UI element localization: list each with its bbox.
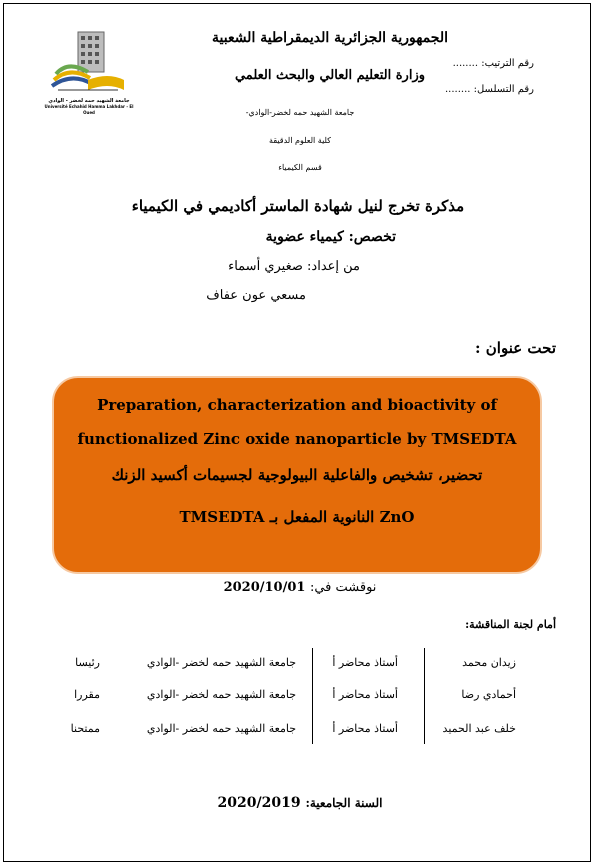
department-name: قسم الكيمياء [278, 163, 322, 172]
defense-date: 2020/10/01 [223, 580, 306, 595]
serial-number: رقم التسلسل: ........ [445, 84, 534, 95]
university-logo [48, 28, 128, 108]
defense-date-line [200, 580, 400, 595]
title-en-line-1: Preparation, characterization and bioactivity of [97, 396, 497, 414]
academic-year-line [180, 795, 420, 811]
logo-caption: جامعة الشهيد حمه لخضر - الوادي Université Echahid Hamma Lakhdar - El Oued [44, 98, 134, 115]
column-divider [312, 648, 313, 744]
title-en-line-2: functionalized Zinc oxide nanoparticle by TMSEDTA [77, 430, 517, 448]
member-institution: جامعة الشهيد حمه لخضر -الوادي [146, 722, 296, 735]
faculty-name: كلية العلوم الدقيقة [269, 136, 331, 145]
university-name: جامعة الشهيد حمه لخضر-الوادي- [245, 108, 355, 117]
author-2: مسعي عون عفاف [206, 288, 306, 303]
thesis-type: مذكرة تخرج لنيل شهادة الماستر أكاديمي في الكيمياء [131, 197, 465, 215]
specialty: تخصص: كيمياء عضوية [265, 229, 396, 245]
member-name: زيدان محمد [462, 656, 516, 669]
republic-name: الجمهورية الجزائرية الديمقراطية الشعبية [211, 30, 448, 46]
member-institution: جامعة الشهيد حمه لخضر -الوادي [146, 656, 296, 669]
title-box [52, 376, 542, 574]
title-label: تحت عنوان : [475, 339, 556, 357]
title-ar-line-2: ZnO النانوية المفعل بـ TMSEDTA [179, 508, 415, 526]
defense-label: نوقشت في: [309, 580, 377, 595]
member-role: رئيسا [75, 656, 100, 669]
member-role: ممتحنا [70, 722, 100, 735]
academic-year-label: السنة الجامعية: [305, 796, 383, 810]
committee-heading: أمام لجنة المناقشة: [465, 618, 556, 631]
member-name: أحمادي رضا [461, 688, 516, 701]
member-institution: جامعة الشهيد حمه لخضر -الوادي [146, 688, 296, 701]
column-divider [424, 648, 425, 744]
order-number: رقم الترتيب: ........ [452, 58, 534, 69]
member-rank: أستاذ محاضر أ [332, 688, 398, 701]
academic-year: 2020/2019 [217, 795, 301, 811]
title-ar-line-1: تحضير، تشخيص والفاعلية البيولوجية لجسيمات أكسيد الزنك [111, 466, 483, 484]
member-role: مقررا [74, 688, 100, 701]
member-rank: أستاذ محاضر أ [332, 656, 398, 669]
member-name: خلف عبد الحميد [442, 722, 516, 735]
member-rank: أستاذ محاضر أ [332, 722, 398, 735]
ministry-name: وزارة التعليم العالي والبحث العلمي [234, 68, 426, 83]
prepared-by: من إعداد: صغيري أسماء [228, 259, 360, 274]
